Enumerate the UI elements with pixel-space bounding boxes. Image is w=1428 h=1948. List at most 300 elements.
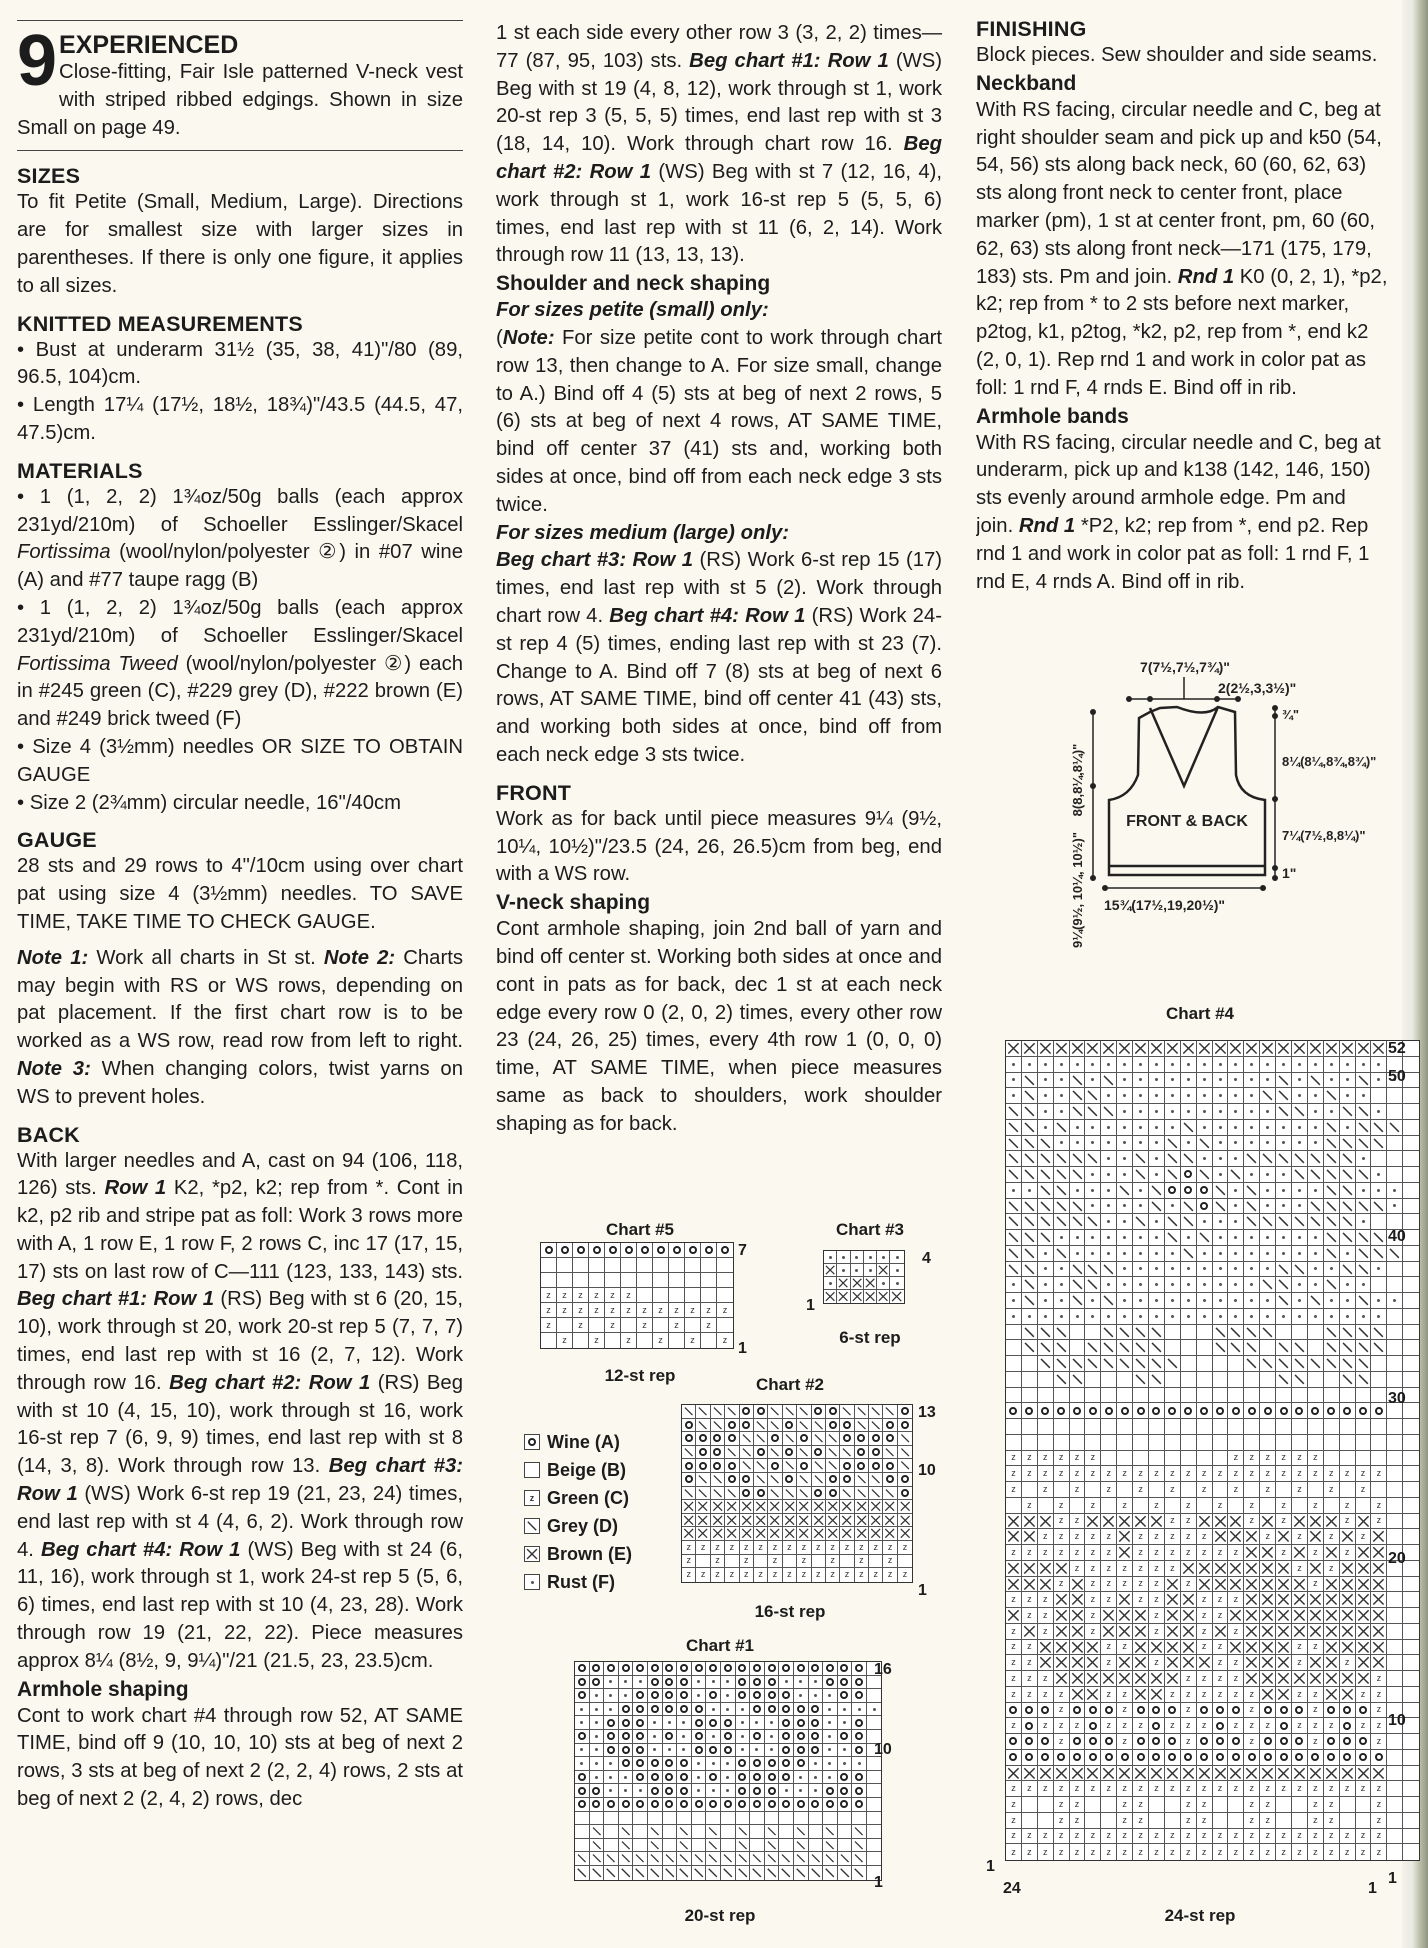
beige-stitch [754,1555,768,1569]
beige-stitch [1117,1388,1133,1404]
chart-4-row-label: 40 [1388,1228,1406,1245]
grey-stitch [1387,1246,1403,1262]
green-stitch: z [1022,1781,1038,1797]
rust-stitch [1292,1246,1308,1262]
green-stitch: z [1181,1687,1197,1703]
beige-stitch [1308,1482,1324,1498]
green-stitch: z [1308,1687,1324,1703]
beige-stitch [721,1839,736,1853]
wine-stitch [838,1662,853,1676]
grey-stitch [1165,1214,1181,1230]
beige-stitch [633,1812,648,1826]
rust-stitch [1117,1167,1133,1183]
rust-stitch [1260,1293,1276,1309]
green-stitch: z [1197,1687,1213,1703]
green-stitch: z [1371,1813,1387,1829]
green-stitch: z [1181,1703,1197,1719]
rust-stitch [794,1771,809,1785]
beige-stitch [869,1555,883,1569]
grey-stitch [1197,1136,1213,1152]
green-stitch: z [1117,1498,1133,1514]
wine-stitch [812,1487,826,1501]
wine-stitch [1197,1199,1213,1215]
materials-item-1 [17,484,463,595]
green-stitch: z [1228,1592,1244,1608]
grey-stitch [575,1866,590,1880]
brown-stitch [1085,1766,1101,1782]
brown-stitch [877,1264,890,1277]
grey-stitch [812,1419,826,1433]
wine-stitch [1149,1403,1165,1419]
rust-stitch [736,1744,751,1758]
beige-stitch [619,1812,634,1826]
green-stitch: z [1244,1781,1260,1797]
rust-stitch [1149,1104,1165,1120]
grey-stitch [1022,1136,1038,1152]
green-stitch: z [898,1541,912,1555]
grey-stitch [1276,1262,1292,1278]
green-stitch: z [1197,1781,1213,1797]
armhole-line: With RS facing, circular needle and C, beg at [976,431,1381,454]
grey-stitch [1292,1372,1308,1388]
grey-stitch [1356,1230,1372,1246]
beige-stitch [604,1825,619,1839]
beige-stitch [1387,1781,1403,1797]
grey-stitch [768,1487,782,1501]
green-stitch: z [1292,1781,1308,1797]
brown-stitch [1371,1577,1387,1593]
brown-stitch [1085,1514,1101,1530]
green-stitch: z [1022,1608,1038,1624]
wine-stitch [604,1798,619,1812]
beige-stitch [1403,1529,1419,1545]
grey-stitch [1133,1372,1149,1388]
beige-stitch [677,1812,692,1826]
grey-stitch [794,1839,809,1853]
grey-stitch [1308,1214,1324,1230]
green-stitch: z [1070,1466,1086,1482]
beige-stitch [1403,1734,1419,1750]
green-stitch: z [1276,1829,1292,1845]
green-stitch: z [1038,1844,1054,1860]
beige-stitch [1387,1088,1403,1104]
grey-stitch [1340,1136,1356,1152]
green-stitch: z [1101,1829,1117,1845]
brown-stitch [840,1514,854,1528]
rust-stitch [604,1757,619,1771]
beige-stitch [604,1839,619,1853]
beige-stitch [685,1258,701,1273]
brown-stitch [1070,1041,1086,1057]
green-stitch: z [711,1555,725,1569]
grey-stitch [1022,1277,1038,1293]
beige-stitch [1085,1813,1101,1829]
beige-stitch [1387,1734,1403,1750]
wine-stitch [750,1662,765,1676]
beige-stitch [867,1812,882,1826]
beige-stitch [1006,1372,1022,1388]
grey-stitch [1022,1199,1038,1215]
grey-stitch [1276,1340,1292,1356]
brown-stitch [1356,1041,1372,1057]
brown-stitch [1371,1640,1387,1656]
rust-stitch [779,1676,794,1690]
green-stitch: z [1228,1482,1244,1498]
rust-stitch [823,1716,838,1730]
grey-stitch [754,1473,768,1487]
grey-stitch [797,1446,811,1460]
grey-stitch [1038,1199,1054,1215]
rust-stitch [1101,1309,1117,1325]
text: • 1 (1, 2, 2) 1¾oz/50g balls (each approx 231yd/210m) of Schoeller Esslinger/Skacel [17,485,463,536]
brown-stitch [1371,1041,1387,1057]
green-stitch: z [1070,1813,1086,1829]
rust-stitch [575,1716,590,1730]
beige-stitch [867,1798,882,1812]
green-stitch: z [1149,1498,1165,1514]
grey-stitch [1276,1214,1292,1230]
wine-stitch [633,1662,648,1676]
rust-stitch [823,1757,838,1771]
green-stitch: z [1070,1781,1086,1797]
grey-stitch [1101,1340,1117,1356]
beige-stitch [1260,1388,1276,1404]
green-stitch: z [1260,1781,1276,1797]
rust-stitch [1165,1309,1181,1325]
chart-4-row-left: 1 [986,1858,995,1875]
green-stitch: z [1133,1577,1149,1593]
beige-stitch [1324,1435,1340,1451]
green-stitch: z [1340,1655,1356,1671]
grey-stitch [1292,1167,1308,1183]
beige-stitch [1292,1813,1308,1829]
green-stitch: z [1181,1718,1197,1734]
beige-stitch [1292,1435,1308,1451]
grey-stitch [1022,1120,1038,1136]
grey-stitch [590,1825,605,1839]
rust-stitch [1133,1073,1149,1089]
green-stitch: z [1006,1797,1022,1813]
green-stitch: z [1340,1498,1356,1514]
neckband-line: p2tog, k1, p2tog, *k2, p2, rep from *, end k2 [976,321,1369,344]
rust-stitch [1133,1277,1149,1293]
rust-stitch [1308,1309,1324,1325]
rust-stitch [1133,1120,1149,1136]
grey-stitch [1038,1167,1054,1183]
grey-stitch [1276,1073,1292,1089]
green-stitch: z [1213,1844,1229,1860]
wine-stitch [575,1662,590,1676]
grey-stitch [1356,1293,1372,1309]
grey-stitch [1070,1356,1086,1372]
wine-stitch [721,1716,736,1730]
green-stitch: z [1085,1592,1101,1608]
green-stitch: z [1244,1829,1260,1845]
wine-stitch [619,1730,634,1744]
grey-stitch [1324,1199,1340,1215]
green-stitch: z [1244,1813,1260,1829]
beige-stitch [1403,1262,1419,1278]
wine-stitch [589,1243,605,1258]
grey-stitch [883,1487,897,1501]
beige-stitch [669,1288,685,1303]
grey-stitch [1101,1356,1117,1372]
beige-stitch [1371,1482,1387,1498]
rust-stitch [1228,1183,1244,1199]
rust-stitch [604,1689,619,1703]
wine-stitch [1276,1750,1292,1766]
chart-4-row-label: 20 [1388,1550,1406,1567]
wine-stitch [852,1798,867,1812]
brown-stitch [1371,1561,1387,1577]
wine-stitch [663,1757,678,1771]
measurement-length: • Length 17¼ (17½, 18½, 18¾)"/43.5 (44.5, 47, 47.5)cm. [17,394,463,444]
grey-stitch [1022,1340,1038,1356]
wine-stitch [575,1730,590,1744]
brown-stitch [1133,1671,1149,1687]
beige-stitch [1054,1419,1070,1435]
brown-stitch [1213,1041,1229,1057]
brown-stitch [1101,1608,1117,1624]
beige-stitch [750,1825,765,1839]
rust-stitch [1371,1104,1387,1120]
grey-stitch [1244,1356,1260,1372]
instruction-label: Beg chart #1: Row 1 [17,1288,214,1311]
wine-stitch [794,1744,809,1758]
green-stitch: z [1149,1466,1165,1482]
grey-stitch [677,1825,692,1839]
grey-stitch [1117,1325,1133,1341]
rust-stitch [1165,1199,1181,1215]
brown-stitch [1324,1640,1340,1656]
rust-stitch [1387,1199,1403,1215]
wine-stitch [721,1798,736,1812]
green-stitch: z [589,1288,605,1303]
beige-stitch [1276,1482,1292,1498]
rust-stitch [1181,1088,1197,1104]
text: With larger needles and A, cast on 94 (106, 118, 126) sts. [17,1149,463,1200]
grey-stitch [779,1866,794,1880]
grey-stitch [1070,1199,1086,1215]
green-stitch: z [1085,1451,1101,1467]
rust-stitch [1181,1230,1197,1246]
wine-stitch [852,1730,867,1744]
brown-stitch [1356,1545,1372,1561]
grey-stitch [754,1419,768,1433]
rust-stitch [1006,1057,1022,1073]
green-stitch: z [1213,1545,1229,1561]
brown-stitch [1244,1577,1260,1593]
brown-stitch [711,1527,725,1541]
green-stitch: z [1371,1514,1387,1530]
brown-stitch [1085,1687,1101,1703]
wine-stitch [590,1676,605,1690]
wine-stitch [663,1689,678,1703]
wine-stitch [677,1689,692,1703]
grey-stitch [590,1852,605,1866]
rust-stitch [1070,1057,1086,1073]
legend-item [524,1428,632,1456]
green-stitch: z [1117,1844,1133,1860]
grey-stitch [619,1866,634,1880]
legend-item [524,1568,632,1596]
grey-stitch [1356,1340,1372,1356]
rust-stitch [1260,1262,1276,1278]
brown-stitch [1054,1655,1070,1671]
grey-stitch [812,1432,826,1446]
brown-stitch [725,1527,739,1541]
brown-stitch [837,1277,850,1290]
brown-stitch [1117,1766,1133,1782]
green-stitch: z [589,1333,605,1348]
grey-stitch [852,1866,867,1880]
rust-stitch [1101,1136,1117,1152]
brown-stitch [783,1500,797,1514]
neckband-line: With RS facing, circular needle and C, beg at [976,98,1381,121]
grey-stitch [797,1419,811,1433]
beige-stitch [1308,1419,1324,1435]
rust-stitch [1054,1309,1070,1325]
grey-stitch [740,1432,754,1446]
rust-stitch [648,1744,663,1758]
wine-stitch [779,1689,794,1703]
beige-stitch [838,1812,853,1826]
beige-stitch [1387,1750,1403,1766]
rust-stitch [1228,1151,1244,1167]
grey-stitch [1101,1262,1117,1278]
green-stitch: z [1324,1561,1340,1577]
green-stitch: z [1149,1829,1165,1845]
wine-stitch [721,1662,736,1676]
text: (RS) Beg with st 10 (4, 15, 10), work through st 16, work 16-st rep 7 (6, 9, 9) times, end last rep with st 8 (14, 3, 8). Work through row 13. [17,1371,463,1478]
green-stitch: z [557,1333,573,1348]
rust-stitch [1213,1293,1229,1309]
chart-4-col-right: 1 [1368,1880,1377,1897]
green-stitch: z [1038,1482,1054,1498]
note-label: Note: [502,326,555,349]
grey-stitch [648,1839,663,1853]
rust-stitch [692,1676,707,1690]
rust-stitch [1308,1088,1324,1104]
grey-stitch [1054,1151,1070,1167]
green-stitch: z [1371,1829,1387,1845]
medium-heading: For sizes medium (large) only: [496,521,790,544]
beige-stitch [1403,1325,1419,1341]
rust-stitch [1197,1104,1213,1120]
brown-stitch [1244,1655,1260,1671]
green-stitch: z [1356,1482,1372,1498]
wine-stitch [736,1689,751,1703]
green-stitch: z [1022,1829,1038,1845]
rust-stitch [648,1730,663,1744]
petite-heading: For sizes petite (small) only: [496,299,769,322]
brown-stitch [1260,1655,1276,1671]
rust-stitch [1006,1293,1022,1309]
wine-stitch [783,1419,797,1433]
rust-stitch [1324,1309,1340,1325]
wine-stitch [621,1243,637,1258]
front-text: Work as for back until piece measures 9¼ (9½, 10¼, 10½)"/23.5 (24, 26, 26.5)cm from beg, end with a WS row. [496,807,942,886]
brown-stitch [1276,1671,1292,1687]
green-stitch: z [1308,1703,1324,1719]
grey-stitch [883,1446,897,1460]
wine-stitch [637,1243,653,1258]
green-stitch: z [1054,1781,1070,1797]
beige-stitch [1022,1388,1038,1404]
brown-stitch [1292,1624,1308,1640]
beige-stitch [1403,1624,1419,1640]
grey-stitch [1133,1356,1149,1372]
green-stitch: z [869,1541,883,1555]
green-stitch: z [1356,1781,1372,1797]
brown-stitch [1324,1766,1340,1782]
armhole-line: rnd 1 and work in color pat as foll: 1 rnd F, 1 [976,542,1370,565]
green-stitch: z [797,1541,811,1555]
grey-stitch [1228,1340,1244,1356]
brown-stitch [1340,1592,1356,1608]
wine-stitch [725,1473,739,1487]
green-stitch: z [1133,1718,1149,1734]
beige-stitch [1022,1356,1038,1372]
brown-stitch [1356,1592,1372,1608]
grey-stitch [1324,1151,1340,1167]
instruction-label: Beg chart #1: Row 1 [689,49,889,72]
green-stitch: z [797,1568,811,1582]
brown-stitch [1371,1766,1387,1782]
beige-stitch [1070,1498,1086,1514]
rust-stitch [1117,1199,1133,1215]
wine-stitch [838,1676,853,1690]
beige-stitch [575,1825,590,1839]
wine-stitch [648,1771,663,1785]
rust-stitch [809,1757,824,1771]
green-stitch: z [653,1333,669,1348]
column-3 [976,16,1426,596]
beige-stitch [1371,1356,1387,1372]
rust-stitch [1117,1293,1133,1309]
rust-stitch [823,1730,838,1744]
beige-stitch [838,1825,853,1839]
grey-stitch [711,1487,725,1501]
rust-stitch [1133,1246,1149,1262]
wine-stitch [1197,1403,1213,1419]
rust-stitch [1149,1120,1165,1136]
grey-stitch [590,1839,605,1853]
beige-stitch [779,1812,794,1826]
green-stitch: z [1340,1514,1356,1530]
beige-stitch [1133,1498,1149,1514]
wine-stitch [590,1662,605,1676]
wine-stitch [1165,1734,1181,1750]
rust-stitch [1070,1120,1086,1136]
green-stitch: z [711,1568,725,1582]
green-stitch: z [685,1333,701,1348]
rust-stitch [1244,1246,1260,1262]
brown-stitch [1133,1687,1149,1703]
grey-stitch [754,1459,768,1473]
brown-stitch [1181,1766,1197,1782]
wine-stitch [663,1676,678,1690]
rust-stitch [1038,1293,1054,1309]
rust-stitch [1228,1293,1244,1309]
grey-stitch [736,1852,751,1866]
grey-stitch [706,1839,721,1853]
wine-stitch [677,1757,692,1771]
wine-stitch [1213,1734,1229,1750]
green-stitch: z [1228,1671,1244,1687]
wine-stitch [590,1784,605,1798]
green-stitch: z [1133,1829,1149,1845]
